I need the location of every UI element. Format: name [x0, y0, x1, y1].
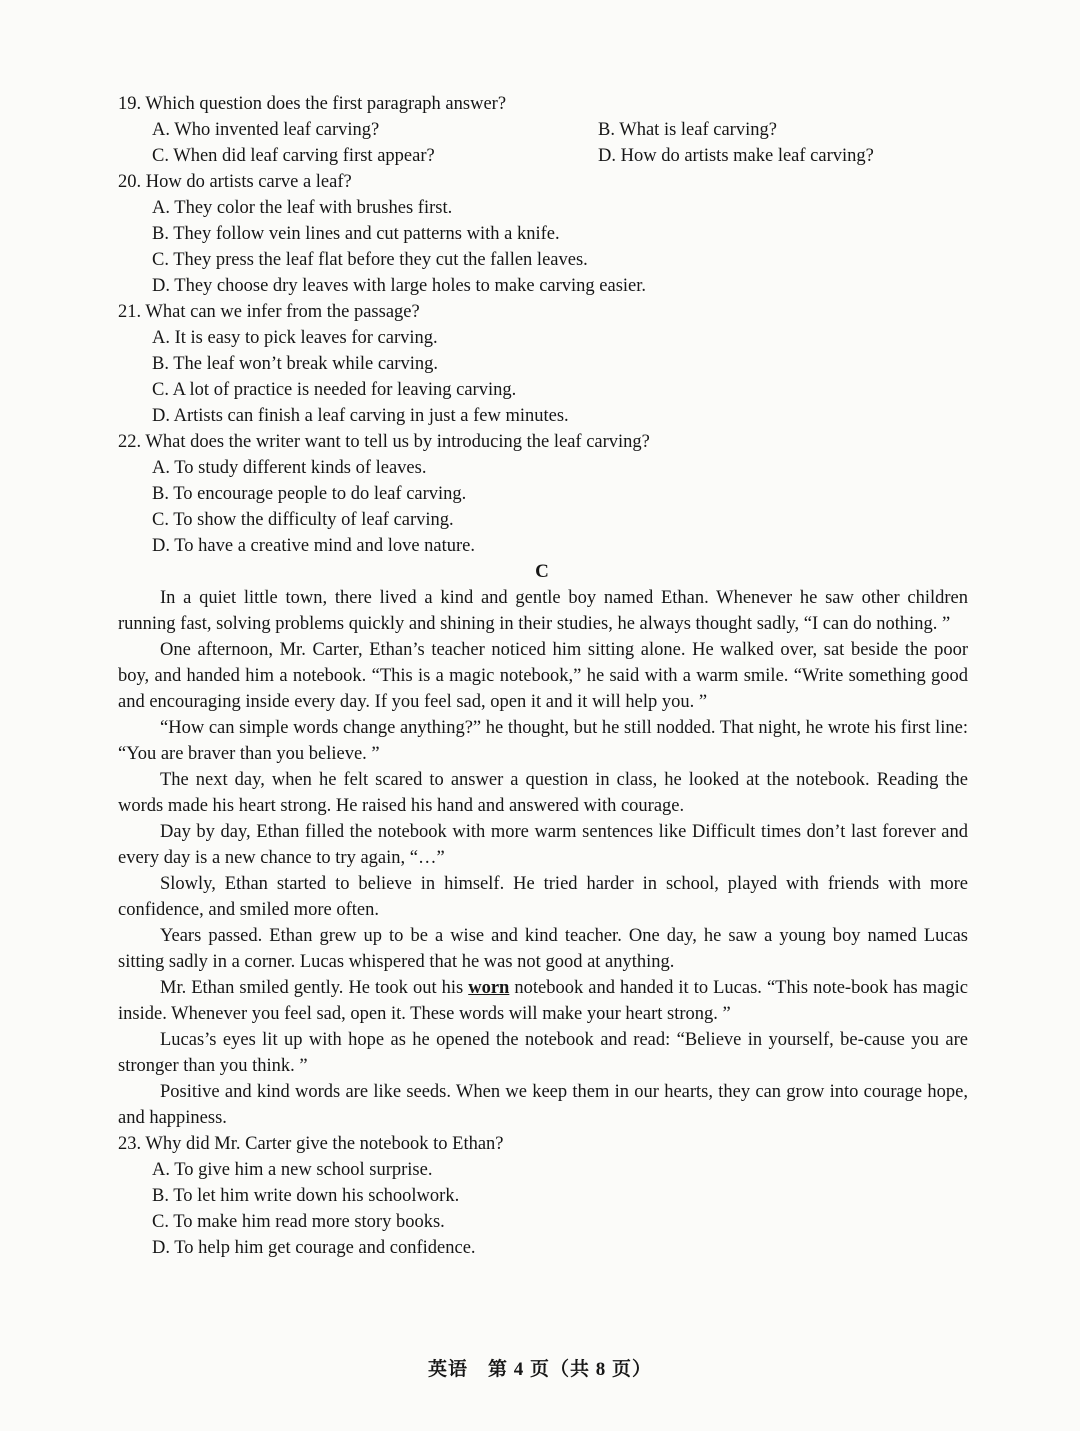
option-21-c: C. A lot of practice is needed for leaving carving. — [152, 380, 517, 400]
option-21-a: A. It is easy to pick leaves for carving. — [152, 328, 438, 348]
option-21-b: B. The leaf won’t break while carving. — [152, 354, 438, 374]
passage-paragraph-5: Day by day, Ethan filled the notebook with more warm sentences like Difficult times don’t last forever and every day is a new chance to try again, “…” — [118, 822, 968, 868]
passage-paragraph-9: Lucas’s eyes lit up with hope as he opened the notebook and read: “Believe in yourself, be-cause you are stronger than you think. ” — [118, 1030, 968, 1076]
passage-paragraph-7: Years passed. Ethan grew up to be a wise and kind teacher. One day, he saw a young boy named Lucas sitting sadly in a corner. Lucas whispered that he was not good at anything. — [118, 926, 968, 972]
question-19-options-row-2 — [152, 143, 1080, 169]
underlined-word-worn: worn — [468, 978, 510, 998]
option-22-d: D. To have a creative mind and love nature. — [152, 536, 476, 556]
question-19-stem: 19. Which question does the first paragraph answer? — [118, 94, 507, 114]
question-23-stem: 23. Why did Mr. Carter give the notebook to Ethan? — [118, 1134, 504, 1154]
paragraph-8-before: Mr. Ethan smiled gently. He took out his — [160, 978, 469, 998]
option-22-c: C. To show the difficulty of leaf carving. — [152, 510, 454, 530]
option-19-d: D. How do artists make leaf carving? — [598, 146, 874, 166]
passage-paragraph-4: The next day, when he felt scared to answer a question in class, he looked at the notebook. Reading the words made his heart strong. He raised his hand and answered with courage. — [118, 770, 968, 816]
option-20-c: C. They press the leaf flat before they cut the fallen leaves. — [152, 250, 588, 270]
option-23-d: D. To help him get courage and confidence. — [152, 1238, 476, 1258]
option-22-b: B. To encourage people to do leaf carving. — [152, 484, 467, 504]
passage-paragraph-2: One afternoon, Mr. Carter, Ethan’s teacher noticed him sitting alone. He walked over, sat beside the poor boy, and handed him a notebook. “This is a magic notebook,” he said with a warm smile. “Write something good and encouraging inside every day. If you feel sad, open it and it will help you. ” — [118, 640, 968, 712]
option-19-c: C. When did leaf carving first appear? — [152, 146, 435, 166]
option-19-a: A. Who invented leaf carving? — [152, 120, 380, 140]
option-21-d: D. Artists can finish a leaf carving in just a few minutes. — [152, 406, 569, 426]
question-20-stem: 20. How do artists carve a leaf? — [118, 172, 352, 192]
option-20-d: D. They choose dry leaves with large holes to make carving easier. — [152, 276, 647, 296]
passage-paragraph-1: In a quiet little town, there lived a kind and gentle boy named Ethan. Whenever he saw other children running fast, solving problems quickly and shining in their studies, he always thought sadly, “I can do nothing. ” — [118, 588, 968, 634]
passage-paragraph-3: “How can simple words change anything?” he thought, but he still nodded. That night, he wrote his first line: “You are braver than you believe. ” — [118, 718, 968, 764]
passage-paragraph-6: Slowly, Ethan started to believe in himself. He tried harder in school, played with friends with more confidence, and smiled more often. — [118, 874, 968, 920]
paragraph-8-after: notebook and handed it to Lucas. “This note-book has magic inside. Whenever you feel sad, open it. These words will make your heart strong. ” — [118, 978, 968, 1024]
question-22-stem: 22. What does the writer want to tell us by introducing the leaf carving? — [118, 432, 650, 452]
option-23-c: C. To make him read more story books. — [152, 1212, 445, 1232]
option-19-b: B. What is leaf carving? — [598, 120, 777, 140]
option-20-b: B. They follow vein lines and cut patterns with a knife. — [152, 224, 560, 244]
option-23-b: B. To let him write down his schoolwork. — [152, 1186, 460, 1206]
option-22-a: A. To study different kinds of leaves. — [152, 458, 427, 478]
page-footer: 英语 第 4 页（共 8 页） — [427, 1359, 652, 1380]
question-21-stem: 21. What can we infer from the passage? — [118, 302, 420, 322]
passage-paragraph-10: Positive and kind words are like seeds. When we keep them in our hearts, they can grow into courage hope, and happiness. — [118, 1082, 968, 1128]
option-23-a: A. To give him a new school surprise. — [152, 1160, 433, 1180]
section-title: C — [535, 561, 549, 582]
option-20-a: A. They color the leaf with brushes first. — [152, 198, 453, 218]
passage-paragraph-8 — [118, 975, 968, 1027]
question-19-options-row-1 — [152, 117, 1080, 143]
